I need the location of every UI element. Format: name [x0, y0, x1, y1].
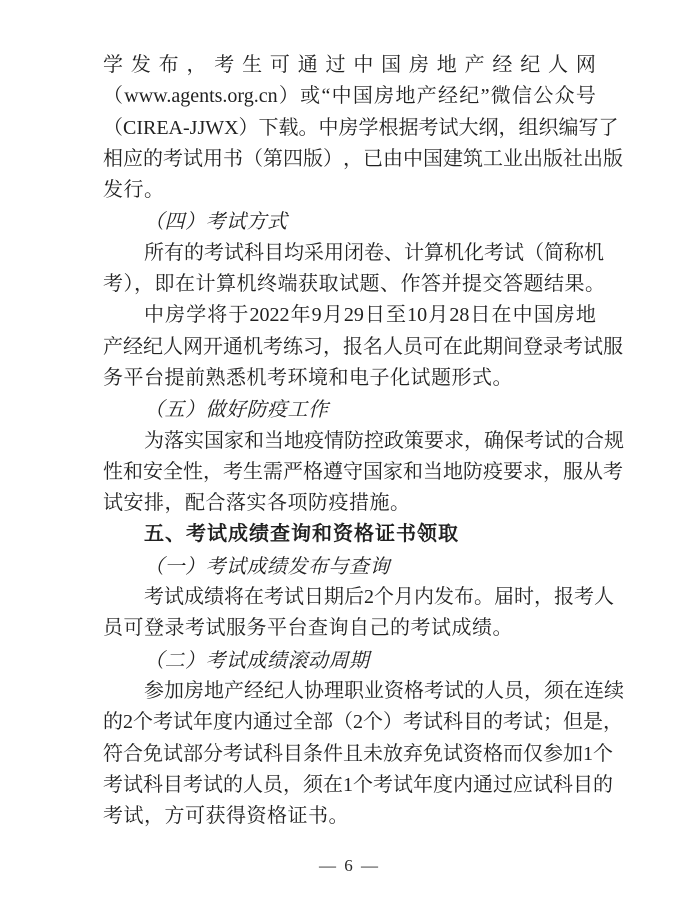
text-line: 考试，方可获得资格证书。 — [103, 805, 349, 828]
text-line: 五、考试成绩查询和资格证书领取 — [144, 523, 459, 546]
text-line: 考 试 成 绩 将 在 考 试 日 期 后 2 个 月 内 发 布 。 届 时 ， 报 考 人 — [144, 586, 614, 609]
text-line: 为 落 实 国 家 和 当 地 疫 情 防 控 政 策 要 求 ， 确 保 考 试 的 合 规 — [144, 429, 624, 452]
text-line: 中 房 学 将 于 2022 年 9 月 29 日 至 10 月 28 日 在 中 国 房 地 — [144, 304, 596, 327]
text-line: 务平台提前熟悉机考环境和电子化试题形式。 — [103, 366, 513, 389]
text-line: （四）考试方式 — [144, 209, 288, 234]
text-line: （二）考试成绩滚动周期 — [144, 647, 370, 672]
text-line: 发行。 — [103, 179, 165, 202]
text-line: 性 和 安 全 性 ， 考 生 需 严 格 遵 守 国 家 和 当 地 防 疫 要 求 ， 服 从 考 — [103, 460, 623, 483]
text-line: 的 2 个 考 试 年 度 内 通 过 全 部 （ 2 个 ） 考 试 科 目 的 考 试 ； 但 是 ， — [103, 711, 623, 734]
text-line: 参 加 房 地 产 经 纪 人 协 理 职 业 资 格 考 试 的 人 员 ， 须 在 连 续 — [144, 679, 624, 702]
text-line: 所 有 的 考 试 科 目 均 采 用 闭 卷 、 计 算 机 化 考 试 （ 简 称 机 — [144, 241, 604, 264]
page-body-text — [103, 50, 624, 832]
text-line: （ www.agents.org.cn ） 或 “ 中 国 房 地 产 经 纪 ” 微 信 公 众 号 — [103, 85, 596, 108]
text-line: 考），即在计算机终端获取试题、作答并提交答题结果。 — [103, 273, 606, 296]
text-line: 产 经 纪 人 网 开 通 机 考 练 习 ， 报 名 人 员 可 在 此 期 间 登 录 考 试 服 — [103, 335, 623, 358]
text-line: 考 试 科 目 考 试 的 人 员 ， 须 在 1 个 考 试 年 度 内 通 过 应 试 科 目 的 — [103, 773, 613, 796]
text-line: 员可登录考试服务平台查询自己的考试成绩。 — [103, 617, 513, 640]
text-line: 试安排，配合落实各项防疫措施。 — [103, 492, 411, 515]
text-line: （ CIREA-JJWX ） 下 载 。 中 房 学 根 据 考 试 大 纲 ， 组 织 编 写 了 — [103, 116, 619, 139]
text-line: 符 合 免 试 部 分 考 试 科 目 条 件 且 未 放 弃 免 试 资 格 而 仅 参 加 1 个 — [103, 742, 613, 765]
text-line: （五）做好防疫工作 — [144, 397, 329, 422]
text-line: 学 发 布 ， 考 生 可 通 过 中 国 房 地 产 经 纪 人 网 — [103, 54, 596, 76]
page-number: — 6 — — [319, 856, 380, 875]
text-line: 相 应 的 考 试 用 书 （ 第 四 版 ） ， 已 由 中 国 建 筑 工 业 出 版 社 出 版 — [103, 147, 623, 170]
text-line: （一）考试成绩发布与查询 — [144, 553, 390, 578]
